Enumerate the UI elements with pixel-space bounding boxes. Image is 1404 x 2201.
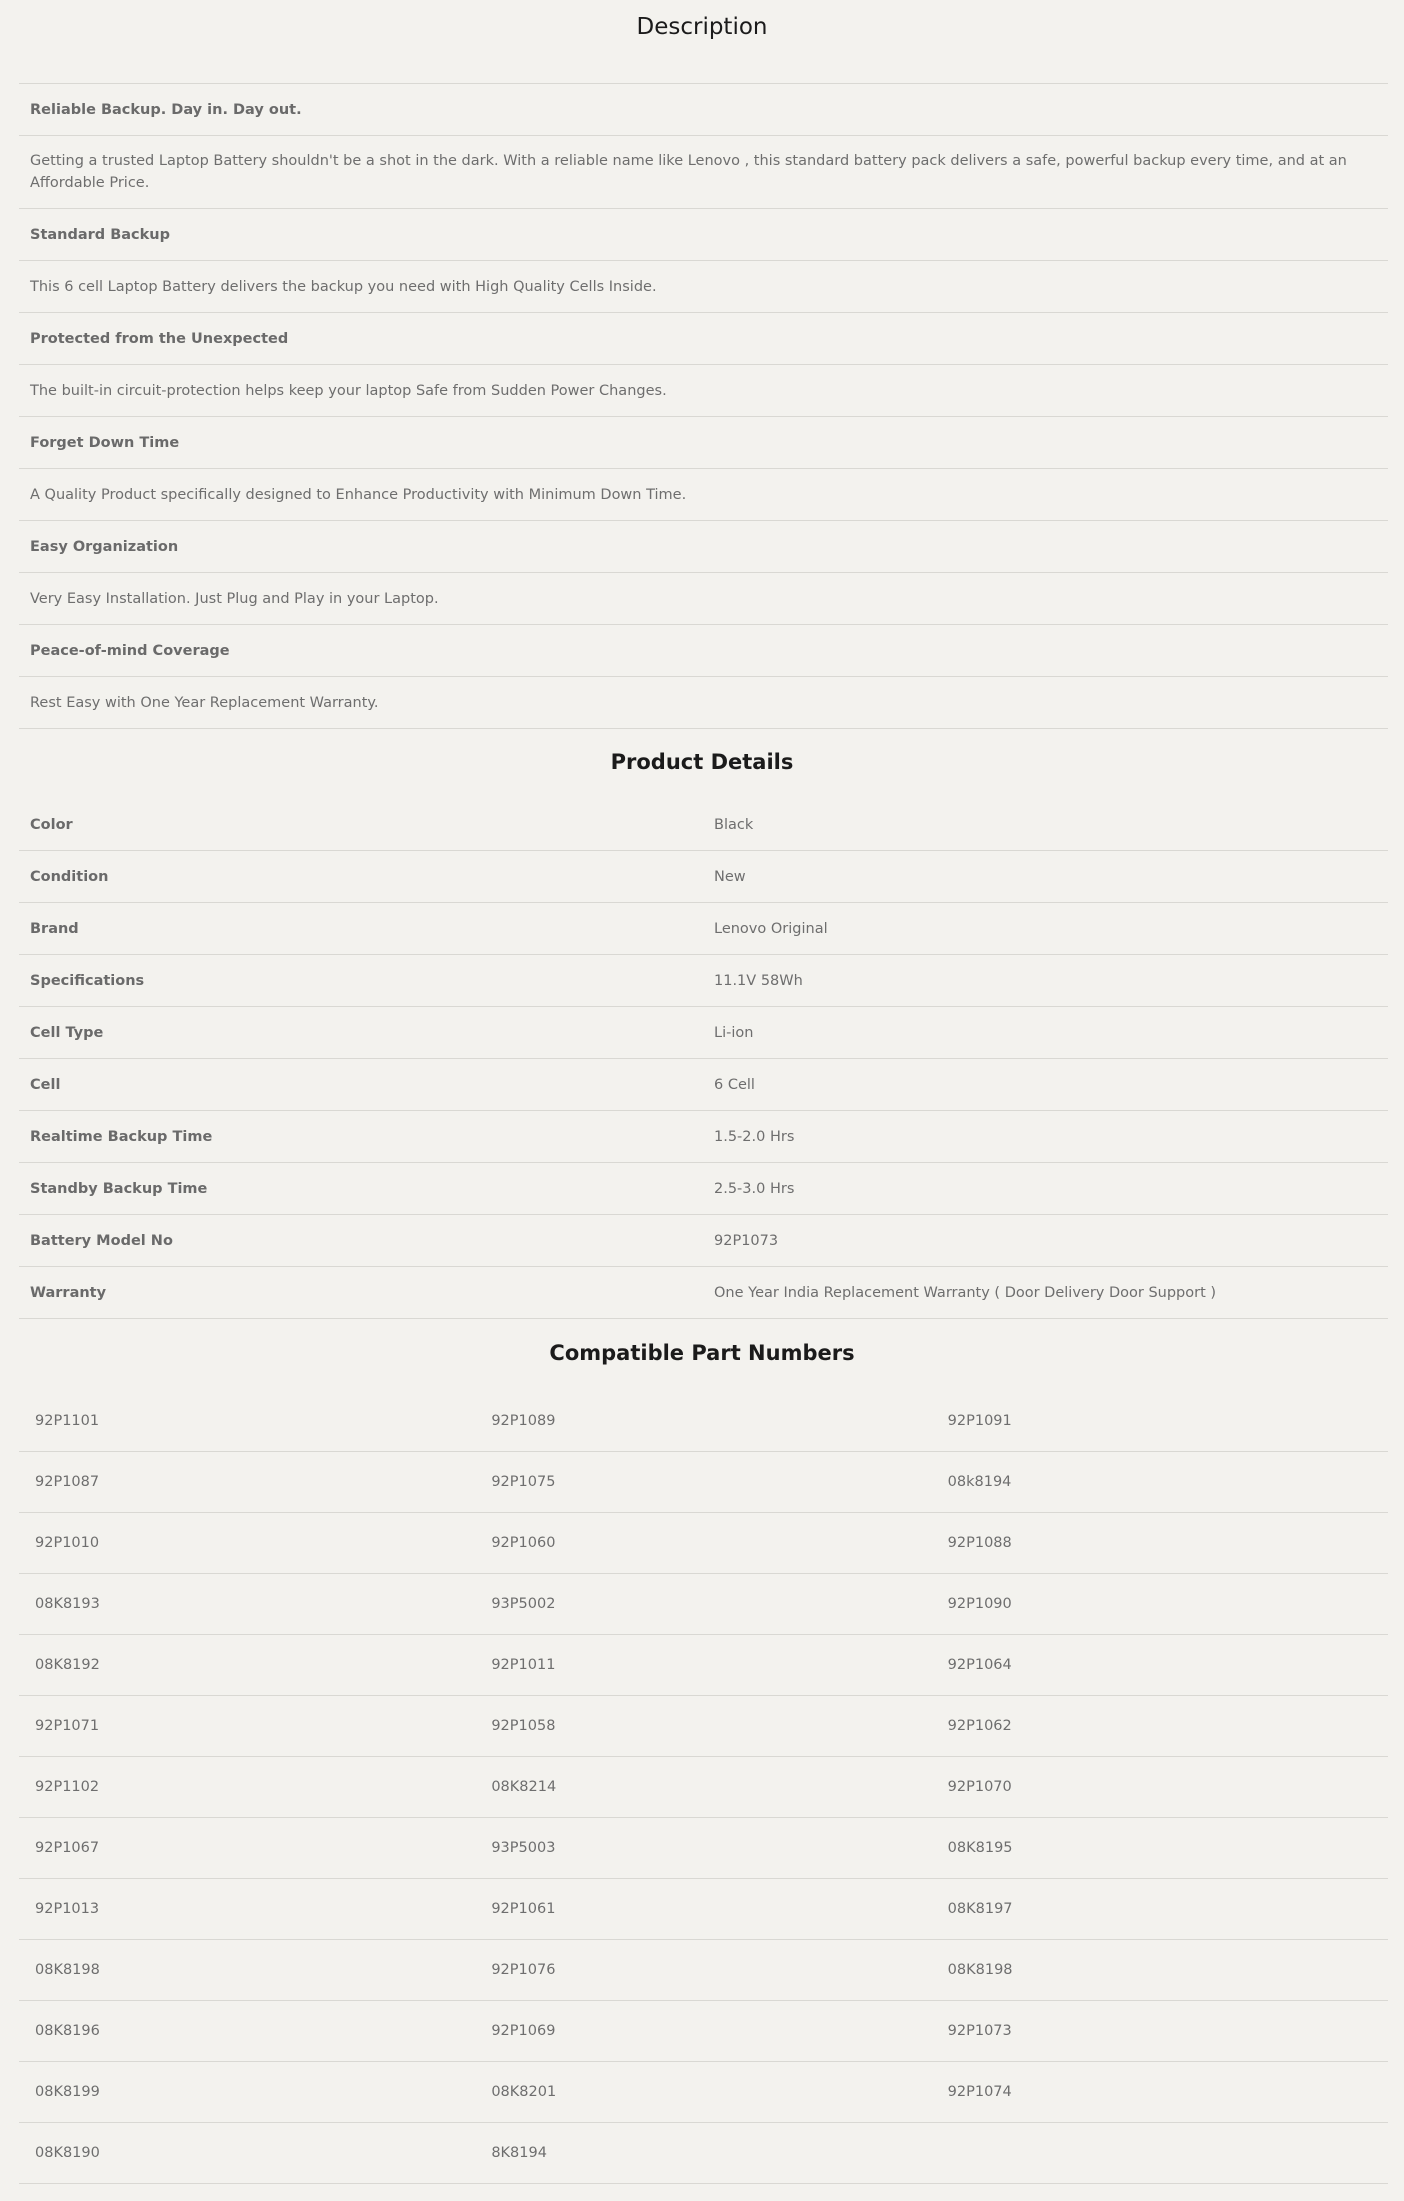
description-text-row bbox=[19, 365, 1388, 417]
part-number: 08K8190 bbox=[19, 2123, 475, 2184]
part-number-row bbox=[19, 2001, 1388, 2062]
part-number: 08K8201 bbox=[475, 2062, 931, 2123]
detail-value: Li-ion bbox=[703, 1007, 1388, 1059]
description-heading-row bbox=[19, 84, 1388, 136]
part-number: 92P1069 bbox=[475, 2001, 931, 2062]
description-text: The built-in circuit-protection helps keep your laptop Safe from Sudden Power Changes. bbox=[19, 365, 1388, 417]
part-number: 93P5003 bbox=[475, 1818, 931, 1879]
detail-row bbox=[19, 1007, 1388, 1059]
description-text-row bbox=[19, 677, 1388, 729]
detail-label: Warranty bbox=[19, 1267, 703, 1319]
description-text: A Quality Product specifically designed to Enhance Productivity with Minimum Down Time. bbox=[19, 469, 1388, 521]
part-number: 92P1010 bbox=[19, 1513, 475, 1574]
description-heading: Standard Backup bbox=[19, 209, 1388, 261]
part-number: 92P1088 bbox=[932, 1513, 1388, 1574]
detail-value: 92P1073 bbox=[703, 1215, 1388, 1267]
product-details-table bbox=[19, 799, 1388, 1319]
detail-label: Color bbox=[19, 799, 703, 851]
part-number: 92P1073 bbox=[932, 2001, 1388, 2062]
part-number: 92P1090 bbox=[932, 1574, 1388, 1635]
part-number-row bbox=[19, 1879, 1388, 1940]
part-number: 08K8196 bbox=[19, 2001, 475, 2062]
detail-value: Black bbox=[703, 799, 1388, 851]
part-number: 92P1076 bbox=[475, 1940, 931, 2001]
description-table bbox=[19, 83, 1388, 729]
compatible-parts-table bbox=[19, 1391, 1388, 2184]
part-number: 92P1102 bbox=[19, 1757, 475, 1818]
part-number: 08K8192 bbox=[19, 1635, 475, 1696]
part-number-row bbox=[19, 1574, 1388, 1635]
description-heading-row bbox=[19, 313, 1388, 365]
detail-value: One Year India Replacement Warranty ( Door Delivery Door Support ) bbox=[703, 1267, 1388, 1319]
detail-label: Specifications bbox=[19, 955, 703, 1007]
description-text-row bbox=[19, 469, 1388, 521]
detail-label: Cell bbox=[19, 1059, 703, 1111]
detail-label: Brand bbox=[19, 903, 703, 955]
part-number: 08K8198 bbox=[19, 1940, 475, 2001]
description-heading-row bbox=[19, 625, 1388, 677]
part-number: 08K8197 bbox=[932, 1879, 1388, 1940]
detail-row bbox=[19, 1059, 1388, 1111]
part-number: 92P1089 bbox=[475, 1391, 931, 1452]
description-heading: Forget Down Time bbox=[19, 417, 1388, 469]
part-number: 92P1070 bbox=[932, 1757, 1388, 1818]
detail-value: 11.1V 58Wh bbox=[703, 955, 1388, 1007]
description-text-row bbox=[19, 573, 1388, 625]
detail-label: Realtime Backup Time bbox=[19, 1111, 703, 1163]
description-text: Getting a trusted Laptop Battery shouldn't be a shot in the dark. With a reliable name like Lenovo , this standard battery pack delivers a safe, powerful backup every time, and at an Affordable Price. bbox=[19, 136, 1388, 209]
part-number-row bbox=[19, 2062, 1388, 2123]
detail-row bbox=[19, 799, 1388, 851]
part-number: 92P1058 bbox=[475, 1696, 931, 1757]
detail-row bbox=[19, 1267, 1388, 1319]
description-text: This 6 cell Laptop Battery delivers the backup you need with High Quality Cells Inside. bbox=[19, 261, 1388, 313]
part-number: 92P1074 bbox=[932, 2062, 1388, 2123]
product-details-title: Product Details bbox=[610, 750, 794, 774]
compatible-parts-title: Compatible Part Numbers bbox=[549, 1341, 855, 1365]
part-number-row bbox=[19, 1452, 1388, 1513]
part-number-row bbox=[19, 1391, 1388, 1452]
detail-row bbox=[19, 1215, 1388, 1267]
detail-label: Cell Type bbox=[19, 1007, 703, 1059]
part-number: 8K8194 bbox=[475, 2123, 931, 2184]
description-text: Very Easy Installation. Just Plug and Play in your Laptop. bbox=[19, 573, 1388, 625]
part-number: 92P1075 bbox=[475, 1452, 931, 1513]
description-heading: Peace-of-mind Coverage bbox=[19, 625, 1388, 677]
detail-label: Standby Backup Time bbox=[19, 1163, 703, 1215]
part-number: 92P1061 bbox=[475, 1879, 931, 1940]
detail-label: Battery Model No bbox=[19, 1215, 703, 1267]
part-number: 92P1067 bbox=[19, 1818, 475, 1879]
part-number: 08K8199 bbox=[19, 2062, 475, 2123]
description-heading-row bbox=[19, 209, 1388, 261]
part-number: 92P1013 bbox=[19, 1879, 475, 1940]
detail-label: Condition bbox=[19, 851, 703, 903]
part-number-row bbox=[19, 1696, 1388, 1757]
part-number: 92P1071 bbox=[19, 1696, 475, 1757]
part-number: 08K8193 bbox=[19, 1574, 475, 1635]
part-number-row bbox=[19, 1757, 1388, 1818]
part-number: 08K8198 bbox=[932, 1940, 1388, 2001]
description-text-row bbox=[19, 261, 1388, 313]
detail-row bbox=[19, 1111, 1388, 1163]
detail-value: 2.5-3.0 Hrs bbox=[703, 1163, 1388, 1215]
part-number: 92P1091 bbox=[932, 1391, 1388, 1452]
detail-row bbox=[19, 903, 1388, 955]
part-number: 92P1060 bbox=[475, 1513, 931, 1574]
part-number: 93P5002 bbox=[475, 1574, 931, 1635]
part-number: 08K8214 bbox=[475, 1757, 931, 1818]
description-heading-row bbox=[19, 417, 1388, 469]
part-number bbox=[932, 2123, 1388, 2184]
detail-value: 6 Cell bbox=[703, 1059, 1388, 1111]
description-text-row bbox=[19, 136, 1388, 209]
part-number-row bbox=[19, 2123, 1388, 2184]
part-number-row bbox=[19, 1513, 1388, 1574]
part-number-row bbox=[19, 1818, 1388, 1879]
description-heading: Easy Organization bbox=[19, 521, 1388, 573]
description-text: Rest Easy with One Year Replacement Warranty. bbox=[19, 677, 1388, 729]
detail-row bbox=[19, 851, 1388, 903]
description-heading-row bbox=[19, 521, 1388, 573]
part-number: 92P1087 bbox=[19, 1452, 475, 1513]
description-heading: Protected from the Unexpected bbox=[19, 313, 1388, 365]
description-heading: Reliable Backup. Day in. Day out. bbox=[19, 84, 1388, 136]
detail-value: Lenovo Original bbox=[703, 903, 1388, 955]
part-number: 92P1064 bbox=[932, 1635, 1388, 1696]
part-number-row bbox=[19, 1940, 1388, 2001]
detail-row bbox=[19, 955, 1388, 1007]
part-number: 08K8195 bbox=[932, 1818, 1388, 1879]
description-title: Description bbox=[636, 14, 768, 40]
part-number-row bbox=[19, 1635, 1388, 1696]
detail-value: New bbox=[703, 851, 1388, 903]
part-number: 08k8194 bbox=[932, 1452, 1388, 1513]
part-number: 92P1062 bbox=[932, 1696, 1388, 1757]
part-number: 92P1011 bbox=[475, 1635, 931, 1696]
part-number: 92P1101 bbox=[19, 1391, 475, 1452]
detail-value: 1.5-2.0 Hrs bbox=[703, 1111, 1388, 1163]
detail-row bbox=[19, 1163, 1388, 1215]
